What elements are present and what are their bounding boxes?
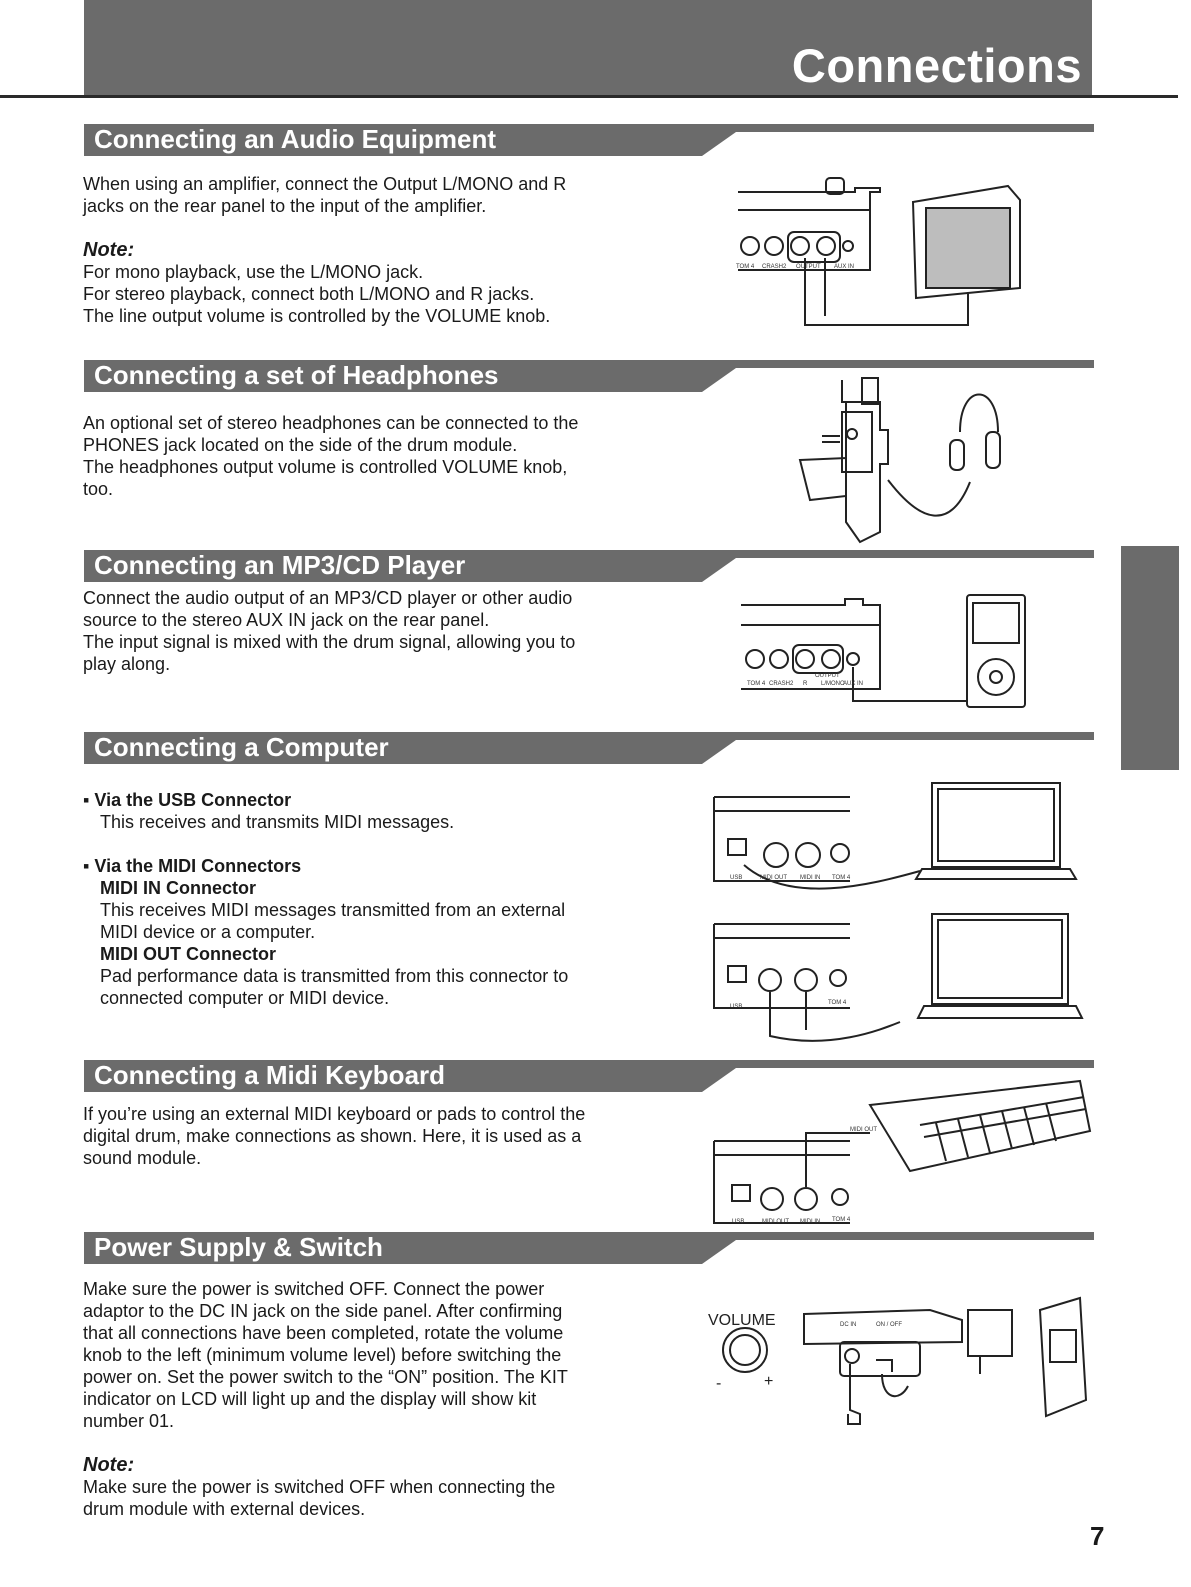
subheading: MIDI IN Connector [100,878,256,898]
note-heading: Note: [83,1454,135,1476]
jack-label: USB [730,875,743,881]
section-title: Connecting an MP3/CD Player [94,550,466,580]
text-line: The input signal is mixed with the drum signal, allowing you to [83,632,576,652]
text-line: MIDI device or a computer. [100,922,316,942]
section-title: Connecting a set of Headphones [94,360,499,390]
text-line: Make sure the power is switched OFF when connecting the [83,1477,556,1497]
section-title: Power Supply & Switch [94,1232,383,1262]
text-line: Pad performance data is transmitted from this connector to [100,966,569,986]
midi-keyboard-connection-diagram [710,1075,1100,1230]
bullet-marker: ▪ [83,790,95,810]
jack-label: OUTPUT [815,673,840,679]
section-title: Connecting a Midi Keyboard [94,1060,446,1090]
jack-label: AUX IN [843,681,864,687]
title-divider [0,95,1178,98]
bullet-heading [83,789,683,811]
mp3-player-connection-diagram [735,585,1035,715]
usb-bullet: Via the USB Connector [94,790,292,810]
text-line: For stereo playback, connect both L/MONO and R jacks. [83,284,535,304]
jack-label: MIDI IN [800,1219,821,1225]
section-body-computer [83,789,683,1009]
jack-label: L/MONO [821,681,845,687]
text-line: Connect the audio output of an MP3/CD player or other audio [83,588,573,608]
text-line: that all connections have been completed, rotate the volume [83,1323,564,1343]
text-line: Make sure the power is switched OFF. Connect the power [83,1279,545,1299]
text-line: The headphones output volume is controlled VOLUME knob, [83,457,568,477]
bullet-marker: ▪ [83,856,95,876]
page-title: Connections [791,39,1082,92]
text-line: knob to the left (minimum volume level) before switching the [83,1345,562,1365]
text-line: too. [83,479,114,499]
chapter-side-tab [1121,546,1179,770]
text-line: This receives and transmits MIDI messages. [100,812,455,832]
volume-label: VOLUME [708,1312,776,1329]
note-heading: Note: [83,239,135,261]
text-line: An optional set of stereo headphones can be connected to the [83,413,579,433]
jack-label: CRASH2 [769,681,794,687]
jack-label: TOM 4 [736,264,755,270]
amplifier-connection-diagram [730,170,1060,340]
text-line: connected computer or MIDI device. [100,988,390,1008]
section-header-audio [84,124,1094,156]
text-line: number 01. [83,1411,175,1431]
jack-label: TOM 4 [828,1000,847,1006]
jack-label: MIDI OUT [760,875,787,881]
section-title: Connecting an Audio Equipment [94,124,497,154]
text-line: digital drum, make connections as shown. Here, it is used as a [83,1126,582,1146]
section-header-mp3 [84,550,1094,582]
section-title: Connecting a Computer [94,732,389,762]
section-header-computer [84,732,1094,764]
jack-label: R [803,681,808,687]
subheading: MIDI OUT Connector [100,944,276,964]
headphones-connection-diagram [780,372,1010,544]
power-supply-diagram [700,1290,1100,1440]
jack-label: TOM 4 [832,875,851,881]
section-body-audio [83,173,683,327]
jack-label: AUX IN [834,264,855,270]
section-body-mp3 [83,587,683,675]
section-header-power [84,1232,1094,1264]
bullet-heading [83,855,683,877]
jack-label: CRASH2 [762,264,787,270]
section-body-power [83,1278,683,1520]
text-line: PHONES jack located on the side of the drum module. [83,435,518,455]
panel-label: DC IN [840,1322,857,1328]
jack-label: MIDI OUT [850,1127,877,1133]
text-line: source to the stereo AUX IN jack on the rear panel. [83,610,490,630]
volume-plus: + [764,1373,774,1390]
jack-label: TOM 4 [747,681,766,687]
page-number: 7 [1090,1521,1105,1551]
text-line: When using an amplifier, connect the Output L/MONO and R [83,174,567,194]
usb-connection-diagram [710,775,1090,895]
midi-computer-connection-diagram [710,910,1090,1050]
section-body-headphones [83,412,683,500]
text-line: play along. [83,654,171,674]
jack-label: USB [730,1004,743,1010]
text-line: For mono playback, use the L/MONO jack. [83,262,424,282]
jack-label: OUTPUT [796,264,821,270]
panel-label: ON / OFF [876,1322,902,1328]
text-line: jacks on the rear panel to the input of the amplifier. [83,196,487,216]
text-line: The line output volume is controlled by the VOLUME knob. [83,306,551,326]
jack-label: USB [732,1219,745,1225]
text-line: sound module. [83,1148,202,1168]
text-line: power on. Set the power switch to the “ON” position. The KIT [83,1367,568,1387]
text-line: indicator on LCD will light up and the display will show kit [83,1389,537,1409]
section-body-keyboard [83,1103,683,1169]
jack-label: TOM 4 [832,1217,851,1223]
jack-label: MIDI IN [800,875,821,881]
volume-minus: - [716,1375,722,1392]
text-line: drum module with external devices. [83,1499,366,1519]
jack-label: MIDI OUT [762,1219,789,1225]
text-line: adaptor to the DC IN jack on the side panel. After confirming [83,1301,563,1321]
page-title-bar [84,0,1092,95]
midi-bullet: Via the MIDI Connectors [94,856,302,876]
text-line: This receives MIDI messages transmitted from an external [100,900,566,920]
text-line: If you’re using an external MIDI keyboard or pads to control the [83,1104,586,1124]
